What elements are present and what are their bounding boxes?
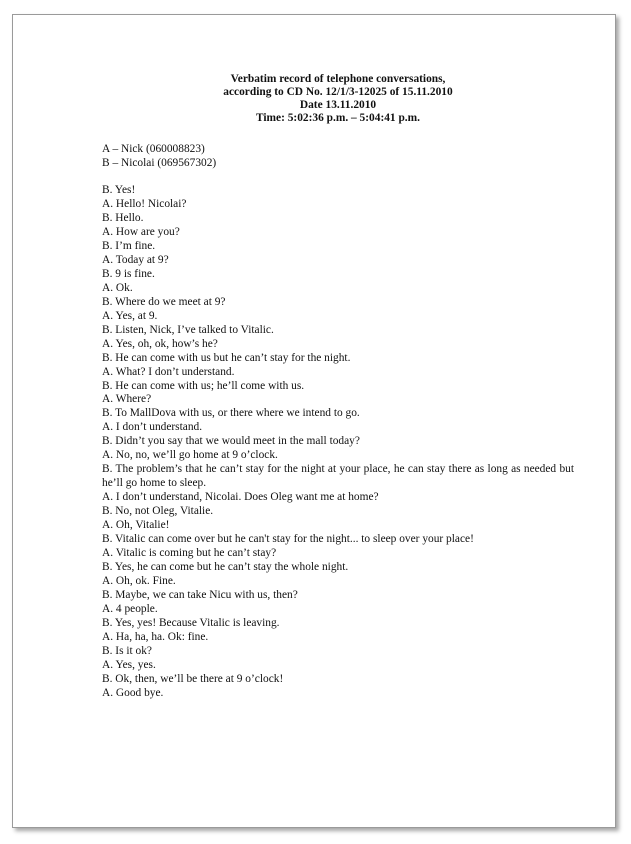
- dialogue-line: A. How are you?: [102, 226, 180, 239]
- dialogue-line: A. Vitalic is coming but he can’t stay?: [102, 546, 277, 559]
- dialogue-line: A. Yes, at 9.: [102, 309, 158, 322]
- header-title-line: Verbatim record of telephone conversations,: [230, 73, 446, 85]
- dialogue-line: B. I’m fine.: [102, 240, 156, 252]
- dialogue-line: B. Is it ok?: [102, 644, 152, 657]
- dialogue-lines: [102, 184, 574, 700]
- dialogue-line: A. I don’t understand.: [102, 421, 203, 434]
- dialogue-line: B. Didn’t you say that we would meet in the mall today?: [102, 435, 360, 448]
- dialogue-line: B. Yes!: [102, 184, 136, 197]
- dialogue-line: A. Today at 9?: [102, 253, 169, 266]
- document-header: [102, 73, 574, 125]
- transcript-document: [102, 73, 574, 700]
- dialogue-line: A. Oh, Vitalie!: [102, 519, 170, 532]
- dialogue-line: A. What? I don’t understand.: [102, 365, 235, 378]
- header-date-line: Date 13.11.2010: [299, 99, 377, 111]
- dialogue-line: B. The problem’s that he can’t stay for the night at your place, he can stay there as long as needed but he’ll go home to sleep.: [102, 463, 574, 490]
- dialogue-line: A. Good bye.: [102, 686, 164, 699]
- dialogue-line: A. Oh, ok. Fine.: [102, 574, 176, 587]
- dialogue-line: A. Where?: [102, 393, 152, 406]
- dialogue-line: A. Hello! Nicolai?: [102, 198, 187, 211]
- dialogue-line: B. Ok, then, we’ll be there at 9 o’clock!: [102, 672, 284, 685]
- dialogue-line: B. Listen, Nick, I’ve talked to Vitalic.: [102, 323, 274, 336]
- dialogue-line: B. Yes, yes! Because Vitalic is leaving.: [102, 616, 280, 629]
- dialogue-line: B. He can come with us; he’ll come with us.: [102, 379, 305, 392]
- dialogue-line: B. Maybe, we can take Nicu with us, then?: [102, 588, 298, 601]
- dialogue-line: B. Hello.: [102, 212, 144, 225]
- dialogue-line: B. To MallDova with us, or there where we intend to go.: [102, 407, 360, 420]
- dialogue-line: A. Yes, oh, ok, how’s he?: [102, 337, 218, 350]
- dialogue-line: A. Yes, yes.: [102, 658, 156, 671]
- dialogue-line: A. I don’t understand, Nicolai. Does Oleg want me at home?: [102, 491, 379, 504]
- dialogue-line: A. 4 people.: [102, 602, 158, 615]
- party-b: B – Nicolai (069567302): [102, 156, 217, 169]
- dialogue-line: B. Vitalic can come over but he can't stay for the night... to sleep over your place!: [102, 533, 474, 546]
- dialogue-line: B. Where do we meet at 9?: [102, 295, 226, 308]
- dialogue-line: A. No, no, we’ll go home at 9 o’clock.: [102, 449, 278, 462]
- header-cd-line: according to CD No. 12/1/3-12025 of 15.11.2010: [223, 86, 453, 98]
- dialogue-line: B. He can come with us but he can’t stay for the night.: [102, 351, 351, 364]
- dialogue-line: B. 9 is fine.: [102, 267, 155, 280]
- dialogue-line: A. Ha, ha, ha. Ok: fine.: [102, 630, 209, 643]
- dialogue-line: B. No, not Oleg, Vitalie.: [102, 505, 214, 518]
- header-time-line: Time: 5:02:36 p.m. – 5:04:41 p.m.: [256, 112, 420, 124]
- party-a: A – Nick (060008823): [102, 143, 205, 155]
- dialogue-line: A. Ok.: [102, 281, 133, 294]
- dialogue-line: B. Yes, he can come but he can’t stay the whole night.: [102, 560, 349, 573]
- party-list: [102, 143, 574, 170]
